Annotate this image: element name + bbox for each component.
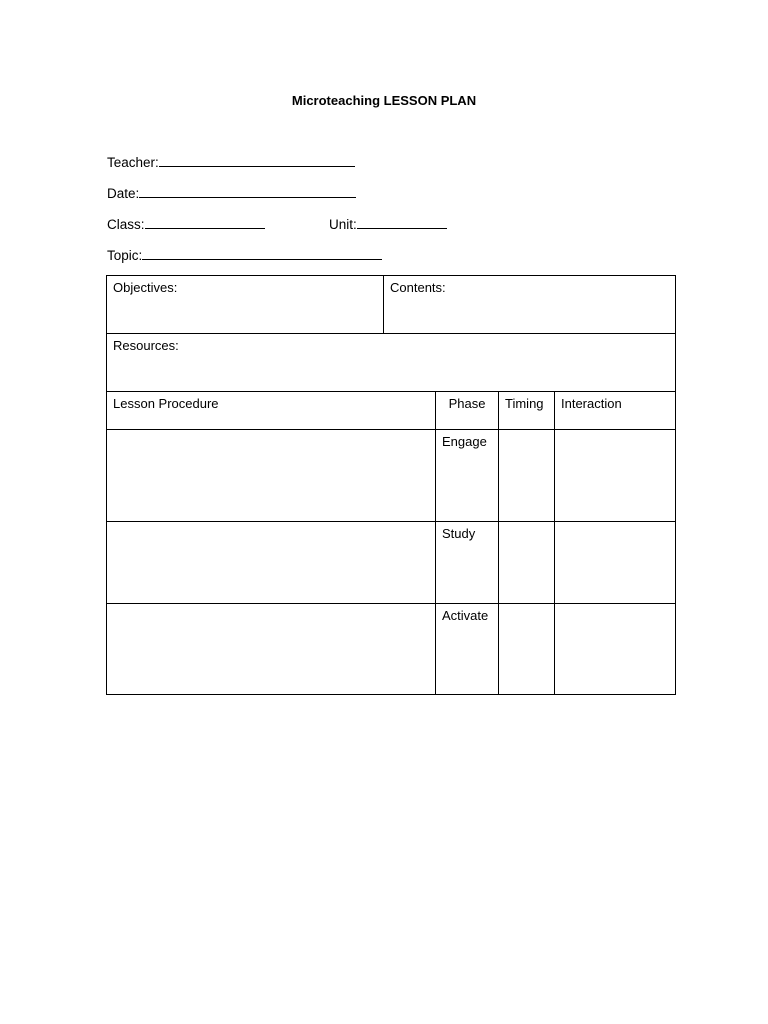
activate-procedure-cell[interactable] bbox=[107, 604, 436, 695]
contents-label: Contents: bbox=[390, 280, 446, 295]
procedure-header-row bbox=[107, 392, 676, 430]
engage-phase-cell: Engage bbox=[436, 430, 499, 522]
objectives-contents-row bbox=[107, 276, 676, 334]
unit-label: Unit: bbox=[329, 217, 357, 232]
class-blank-line[interactable] bbox=[145, 215, 265, 229]
engage-timing-cell[interactable] bbox=[499, 430, 555, 522]
engage-procedure-cell[interactable] bbox=[107, 430, 436, 522]
document-title: Microteaching LESSON PLAN bbox=[291, 93, 477, 108]
timing-header: Timing bbox=[499, 392, 555, 430]
contents-cell[interactable] bbox=[384, 276, 676, 334]
unit-blank-line[interactable] bbox=[357, 215, 447, 229]
date-field bbox=[107, 184, 356, 203]
objectives-label: Objectives: bbox=[113, 280, 178, 295]
topic-label: Topic: bbox=[107, 248, 143, 263]
objectives-cell[interactable] bbox=[107, 276, 384, 334]
class-field bbox=[107, 215, 265, 234]
lesson-procedure-header: Lesson Procedure bbox=[107, 392, 436, 430]
topic-field bbox=[107, 246, 382, 265]
resources-label: Resources: bbox=[113, 338, 179, 353]
unit-field bbox=[329, 215, 447, 234]
activate-row bbox=[107, 604, 676, 695]
lesson-plan-table bbox=[106, 275, 676, 695]
study-phase-cell: Study bbox=[436, 522, 499, 604]
study-row bbox=[107, 522, 676, 604]
date-blank-line[interactable] bbox=[139, 184, 356, 198]
resources-row bbox=[107, 334, 676, 392]
resources-cell[interactable] bbox=[107, 334, 676, 392]
teacher-label: Teacher: bbox=[107, 155, 159, 170]
class-label: Class: bbox=[107, 217, 145, 232]
study-timing-cell[interactable] bbox=[499, 522, 555, 604]
activate-interaction-cell[interactable] bbox=[555, 604, 676, 695]
date-label: Date: bbox=[107, 186, 140, 201]
teacher-field bbox=[107, 153, 355, 172]
activate-timing-cell[interactable] bbox=[499, 604, 555, 695]
teacher-blank-line[interactable] bbox=[159, 153, 355, 167]
study-interaction-cell[interactable] bbox=[555, 522, 676, 604]
phase-header: Phase bbox=[436, 392, 499, 430]
study-procedure-cell[interactable] bbox=[107, 522, 436, 604]
topic-blank-line[interactable] bbox=[142, 246, 382, 260]
interaction-header: Interaction bbox=[555, 392, 676, 430]
engage-interaction-cell[interactable] bbox=[555, 430, 676, 522]
engage-row bbox=[107, 430, 676, 522]
activate-phase-cell: Activate bbox=[436, 604, 499, 695]
